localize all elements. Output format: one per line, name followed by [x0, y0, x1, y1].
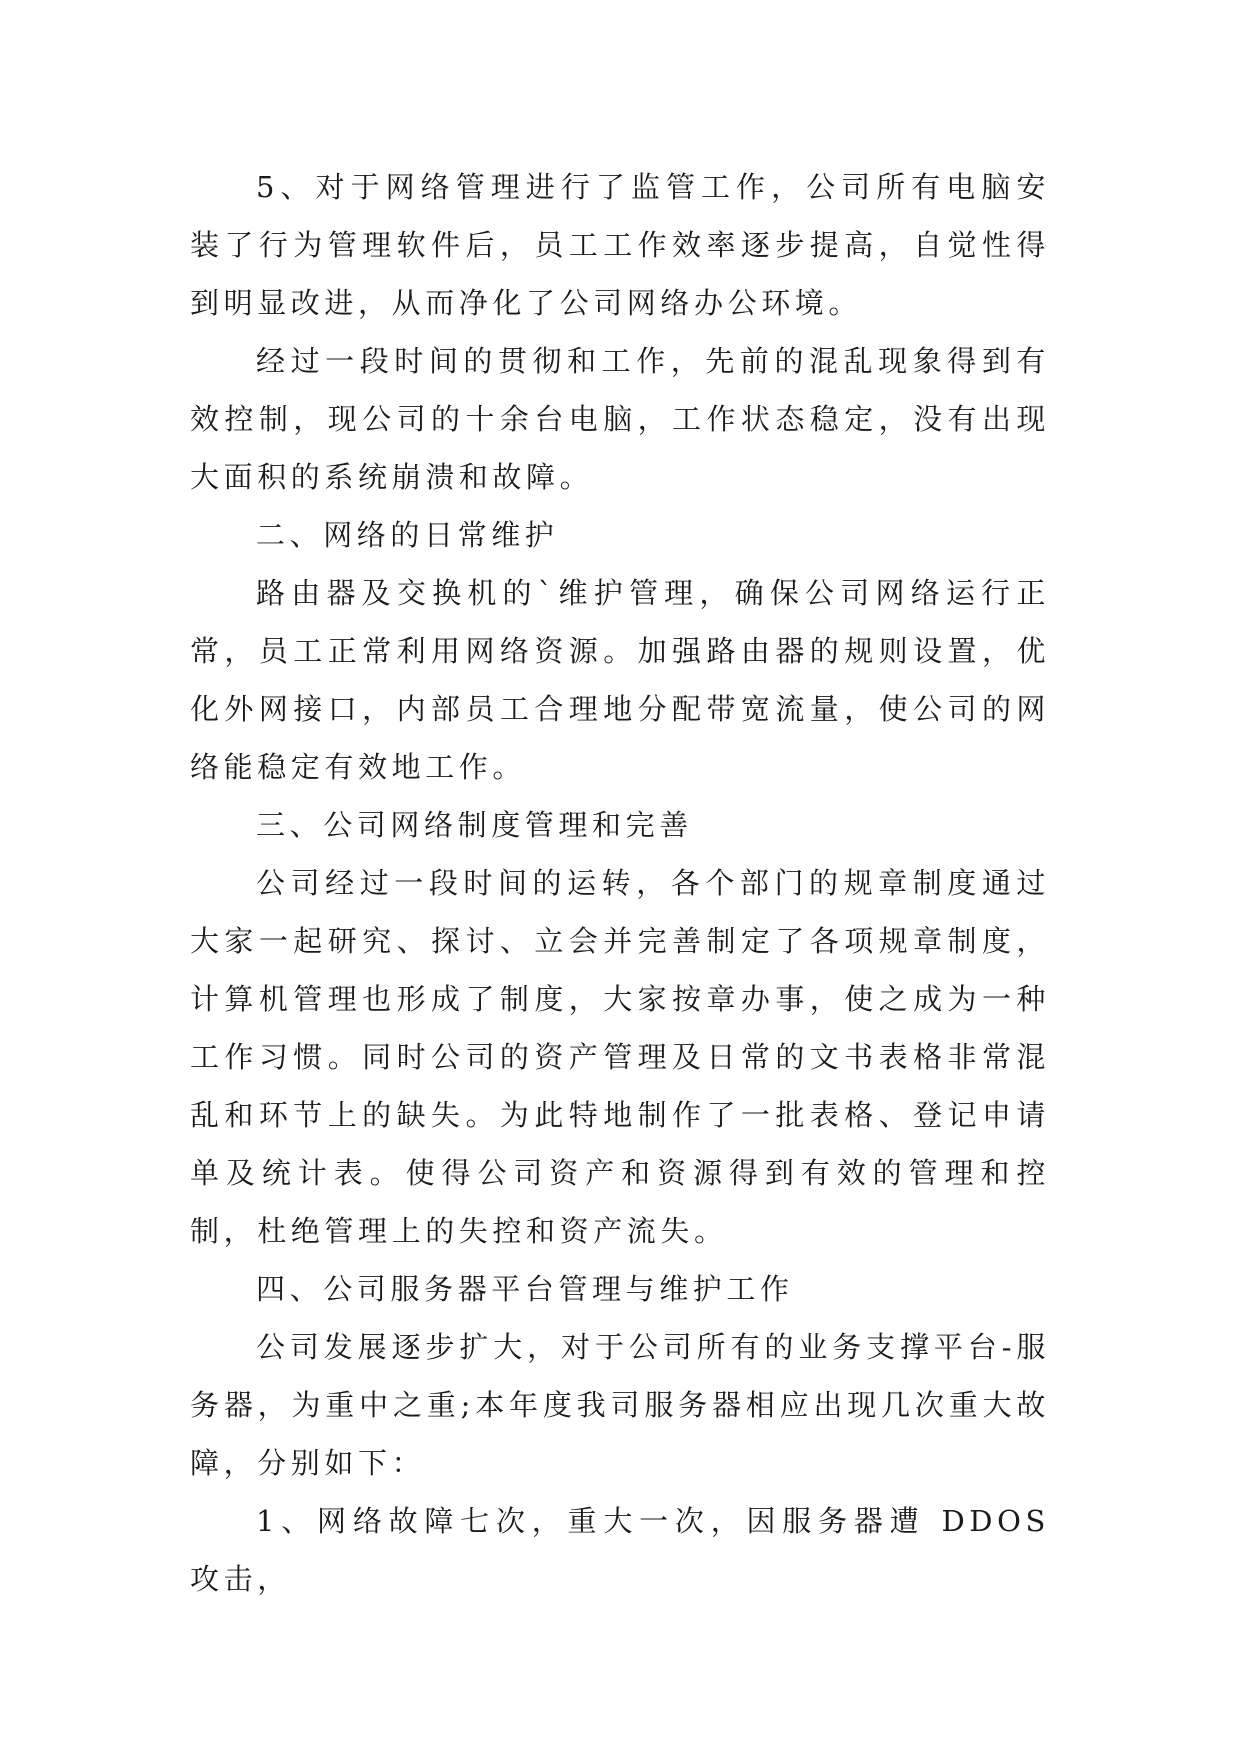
section-heading-server-platform: 四、公司服务器平台管理与维护工作	[256, 1272, 794, 1306]
document-body	[190, 158, 1050, 1608]
paragraph-effect-summary: 经过一段时间的贯彻和工作，先前的混乱现象得到有效控制，现公司的十余台电脑，工作状态稳定，没有出现大面积的系统崩溃和故障。	[190, 344, 1050, 494]
paragraph-policy-details: 公司经过一段时间的运转，各个部门的规章制度通过大家一起研究、探讨、立会并完善制定了各项规章制度，计算机管理也形成了制度，大家按章办事，使之成为一种工作习惯。同时公司的资产管理及日常的文书表格非常混乱和环节上的缺失。为此特地制作了一批表格、登记申请单及统计表。使得公司资产和资源得到有效的管理和控制，杜绝管理上的失控和资产流失。	[190, 866, 1050, 1248]
section-heading-network-policy: 三、公司网络制度管理和完善	[256, 808, 693, 842]
paragraph-network-faults: 1、网络故障七次，重大一次，因服务器遭 DDOS 攻击，	[190, 1504, 1050, 1596]
section-heading-daily-maintenance: 二、网络的日常维护	[256, 518, 559, 552]
paragraph-router-maintenance: 路由器及交换机的`维护管理，确保公司网络运行正常，员工正常利用网络资源。加强路由器的规则设置，优化外网接口，内部员工合理地分配带宽流量，使公司的网络能稳定有效地工作。	[190, 576, 1050, 784]
paragraph-network-supervision: 5、对于网络管理进行了监管工作，公司所有电脑安装了行为管理软件后，员工工作效率逐步提高，自觉性得到明显改进，从而净化了公司网络办公环境。	[190, 170, 1050, 320]
paragraph-server-overview: 公司发展逐步扩大，对于公司所有的业务支撑平台-服务器，为重中之重;本年度我司服务器相应出现几次重大故障，分别如下：	[190, 1330, 1050, 1480]
